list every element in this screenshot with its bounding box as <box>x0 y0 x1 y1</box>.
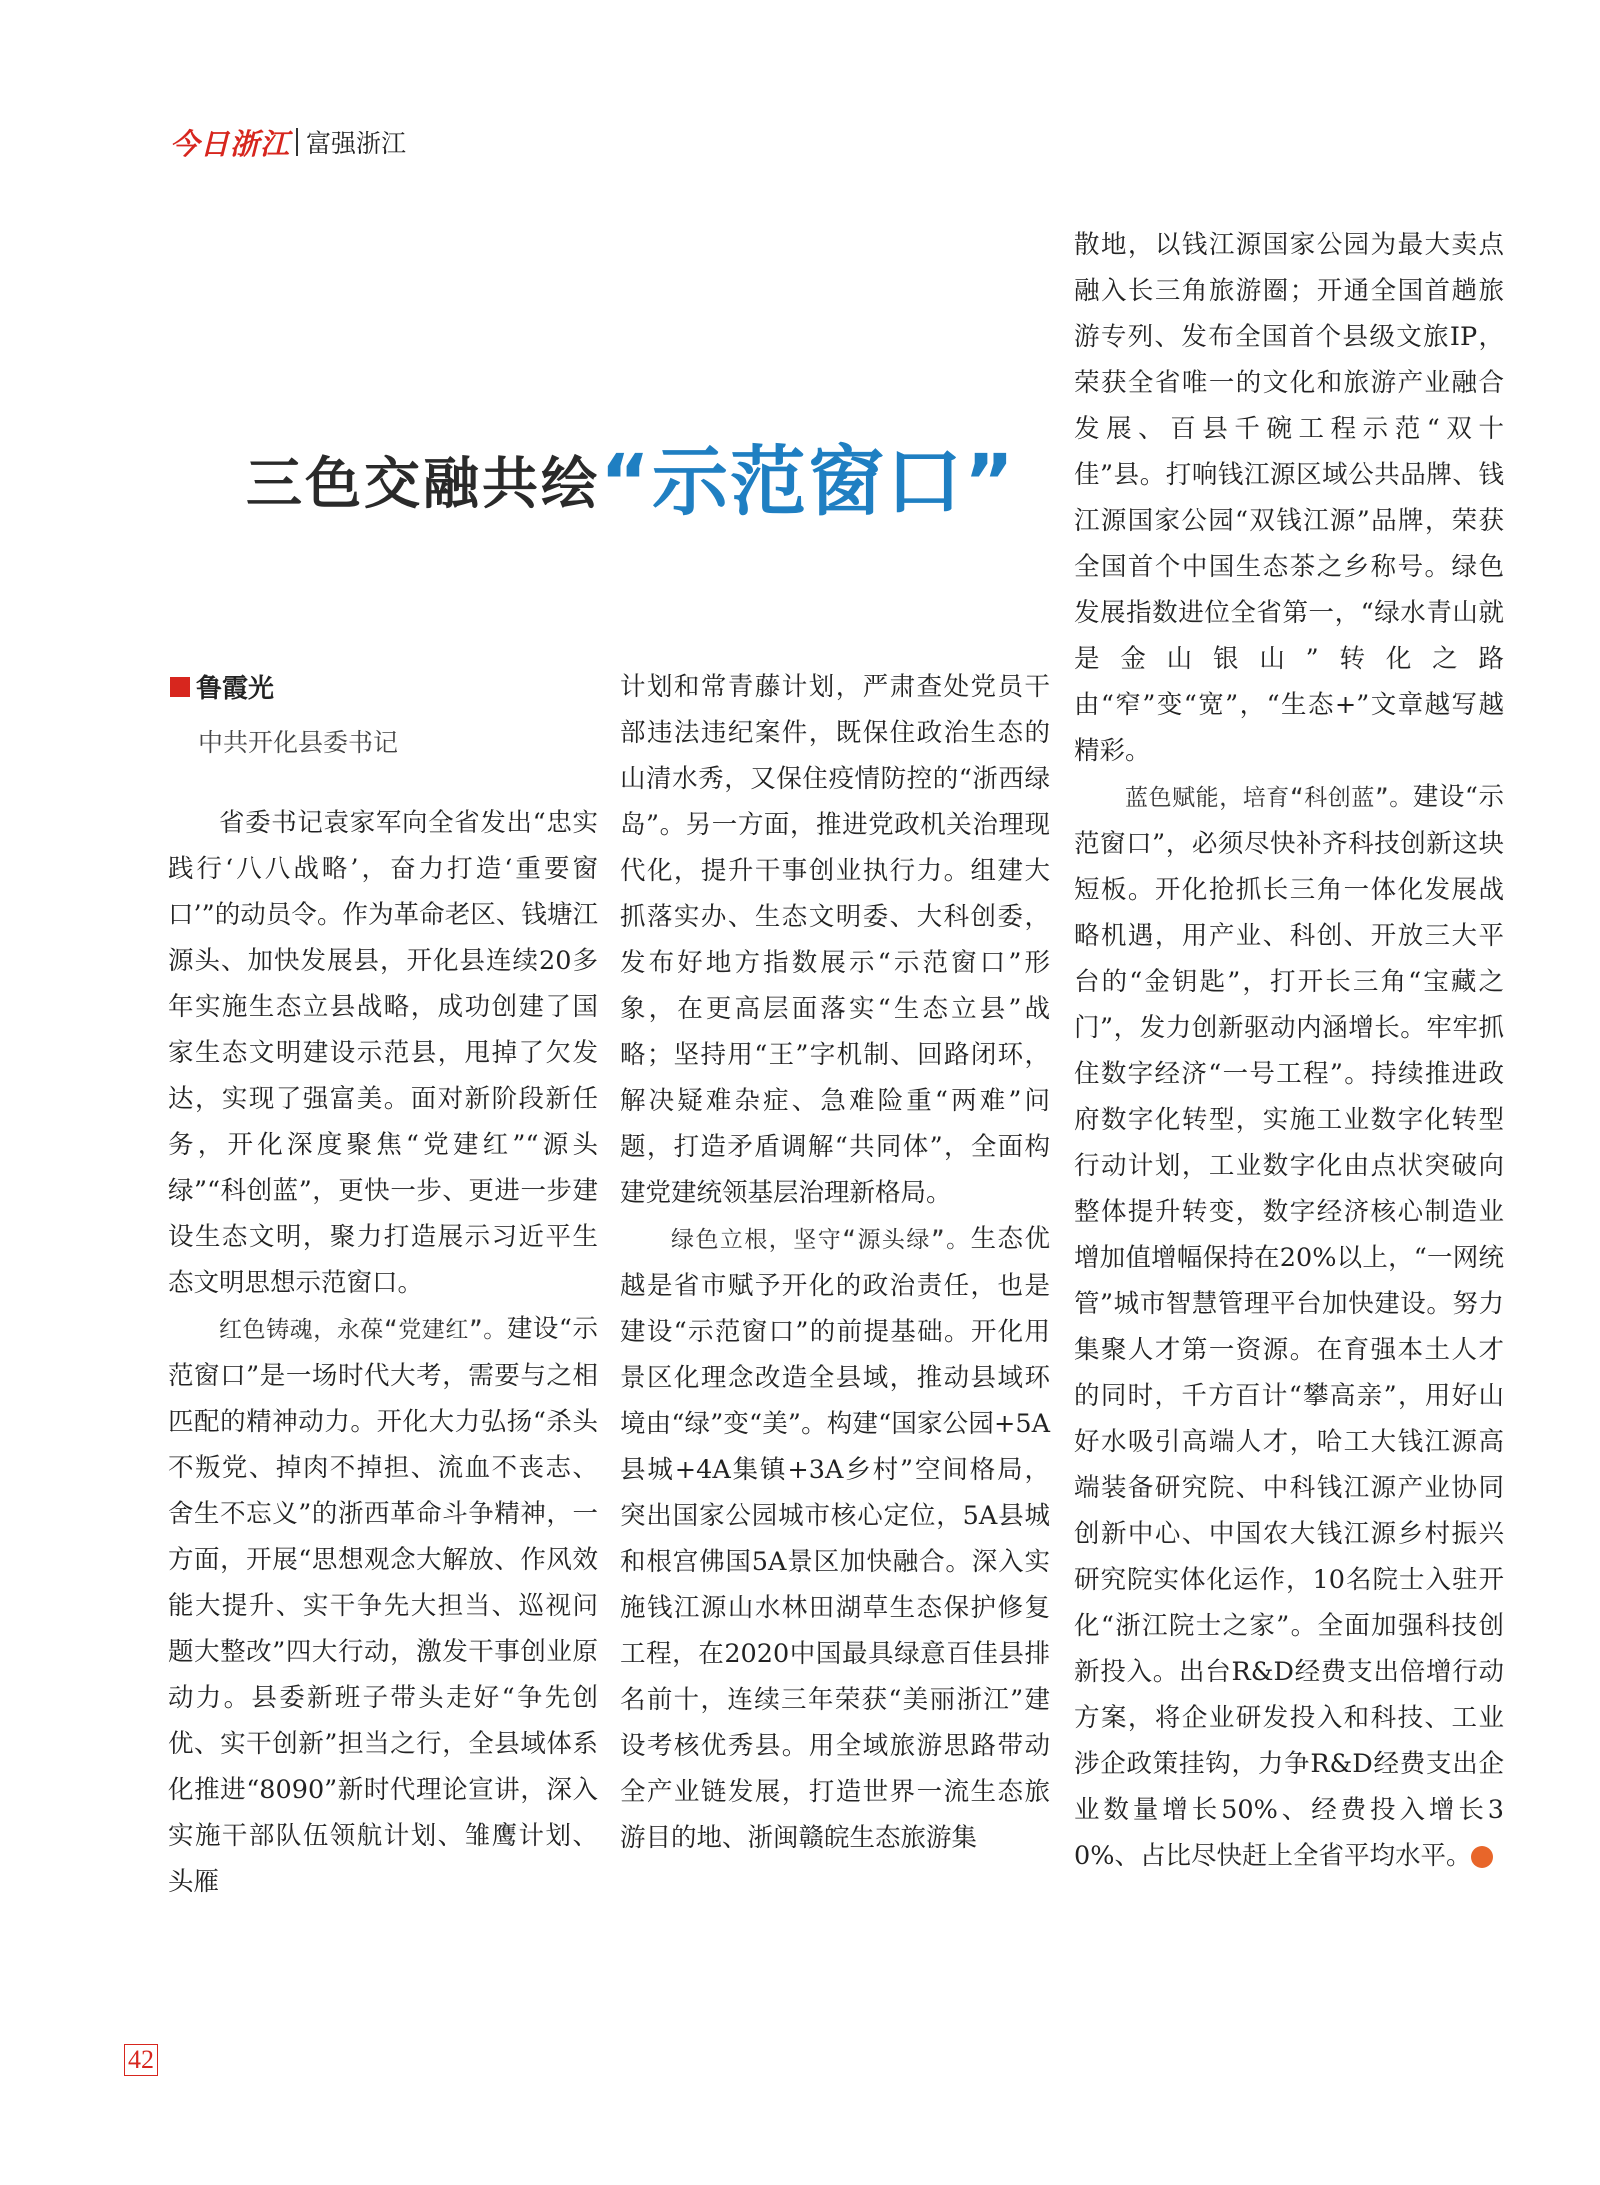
byline <box>170 668 398 759</box>
paragraph-body: 建设“示范窗口”是一场时代大考，需要与之相匹配的精神动力。开化大力弘扬“杀头不叛党、掉肉不掉担、流血不丧志、舍生不忘义”的浙西革命斗争精神，一方面，开展“思想观念大解放、作风效能大提升、实干争先大担当、巡视问题大整改”四大行动，激发干事创业原动力。县委新班子带头走好“争先创优、实干创新”担当之行，全县域体系化推进“8090”新时代理论宣讲，深入实施干部队伍领航计划、雏鹰计划、头雁 <box>168 1314 598 1897</box>
title-accent: “示范窗口” <box>600 437 1016 526</box>
article-title <box>246 420 1016 526</box>
page-number: 42 <box>124 2044 158 2076</box>
magazine-logo: 今日浙江 <box>170 126 291 161</box>
paragraph <box>1074 774 1536 1879</box>
paragraph <box>168 1306 598 1905</box>
text-column-3 <box>1074 222 1536 1879</box>
author-name: 鲁霞光 <box>196 674 275 704</box>
paragraph-lead: 蓝色赋能，培育“科创蓝”。 <box>1125 785 1413 811</box>
author-position: 中共开化县委书记 <box>198 728 399 757</box>
header-divider <box>296 128 298 156</box>
paragraph-body: 建设“示范窗口”，必须尽快补齐科技创新这块短板。开化抢抓长三角一体化发展战略机遇，用产业、科创、开放三大平台的“金钥匙”，打开长三角“宝藏之门”，发力创新驱动内涵增长。牢牢抓住数字经济“一号工程”。持续推进政府数字化转型，实施工业数字化转型行动计划，工业数字化由点状突破向整体提升转变，数字经济核心制造业增加值增幅保持在20%以上，“一网统管”城市智慧管理平台加快建设。努力集聚人才第一资源。在育强本土人才的同时，千方百计“攀高亲”，用好山好水吸引高端人才，哈工大钱江源高端装备研究院、中科钱江源产业协同创新中心、中国农大钱江源乡村振兴研究院实体化运作，10名院士入驻开化“浙江院士之家”。全面加强科技创新投入。出台R&D经费支出倍增行动方案，将企业研发投入和科技、工业涉企政策挂钩，力争R&D经费支出企业数量增长50%、经费投入增长30%、占比尽快赶上全省平均水平。 <box>1074 782 1504 1871</box>
paragraph: 省委书记袁家军向全省发出“忠实践行‘八八战略’，奋力打造‘重要窗口’”的动员令。作为革命老区、钱塘江源头、加快发展县，开化县连续20多年实施生态立县战略，成功创建了国家生态文明建设示范县，甩掉了欠发达，实现了强富美。面对新阶段新任务，开化深度聚焦“党建红”“源头绿”“科创蓝”，更快一步、更进一步建设生态文明，聚力打造展示习近平生态文明思想示范窗口。 <box>168 808 598 1298</box>
paragraph-continued: 计划和常青藤计划，严肃查处党员干部违法违纪案件，既保住政治生态的山清水秀，又保住疫情防控的“浙西绿岛”。另一方面，推进党政机关治理现代化，提升干事创业执行力。组建大抓落实办、生态文明委、大科创委，发布好地方指数展示“示范窗口”形象，在更高层面落实“生态立县”战略；坚持用“王”字机制、回路闭环，解决疑难杂症、急难险重“两难”问题，打造矛盾调解“共同体”，全面构建党建统领基层治理新格局。 <box>620 672 1050 1208</box>
paragraph-lead: 绿色立根，坚守“源头绿”。 <box>671 1227 971 1253</box>
section-label: 富强浙江 <box>306 129 407 158</box>
paragraph-continued: 散地，以钱江源国家公园为最大卖点融入长三角旅游圈；开通全国首趟旅游专列、发布全国首个县级文旅IP，荣获全省唯一的文化和旅游产业融合发展、百县千碗工程示范“双十佳”县。打响钱江源区域公共品牌、钱江源国家公园“双钱江源”品牌，荣获全国首个中国生态茶之乡称号。绿色发展指数进位全省第一，“绿水青山就是金山银山”转化之路由“窄”变“宽”，“生态+”文章越写越精彩。 <box>1074 230 1504 766</box>
paragraph-lead: 红色铸魂，永葆“党建红”。 <box>219 1317 507 1343</box>
page-header <box>170 124 406 160</box>
end-mark-icon: 今 <box>1471 1846 1493 1868</box>
text-column-2 <box>620 664 1050 1861</box>
paragraph-body: 生态优越是省市赋予开化的政治责任，也是建设“示范窗口”的前提基础。开化用景区化理念改造全县域，推动县域环境由“绿”变“美”。构建“国家公园+5A县城+4A集镇+3A乡村”空间格局，突出国家公园城市核心定位，5A县城和根宫佛国5A景区加快融合。深入实施钱江源山水林田湖草生态保护修复工程，在2020中国最具绿意百佳县排名前十，连续三年荣获“美丽浙江”建设考核优秀县。用全域旅游思路带动全产业链发展，打造世界一流生态旅游目的地、浙闽赣皖生态旅游集 <box>620 1224 1050 1853</box>
paragraph <box>620 1216 1050 1861</box>
author-line <box>170 668 398 705</box>
title-main: 三色交融共绘 <box>246 451 600 517</box>
text-column-1 <box>168 800 598 1905</box>
author-marker <box>170 677 190 697</box>
